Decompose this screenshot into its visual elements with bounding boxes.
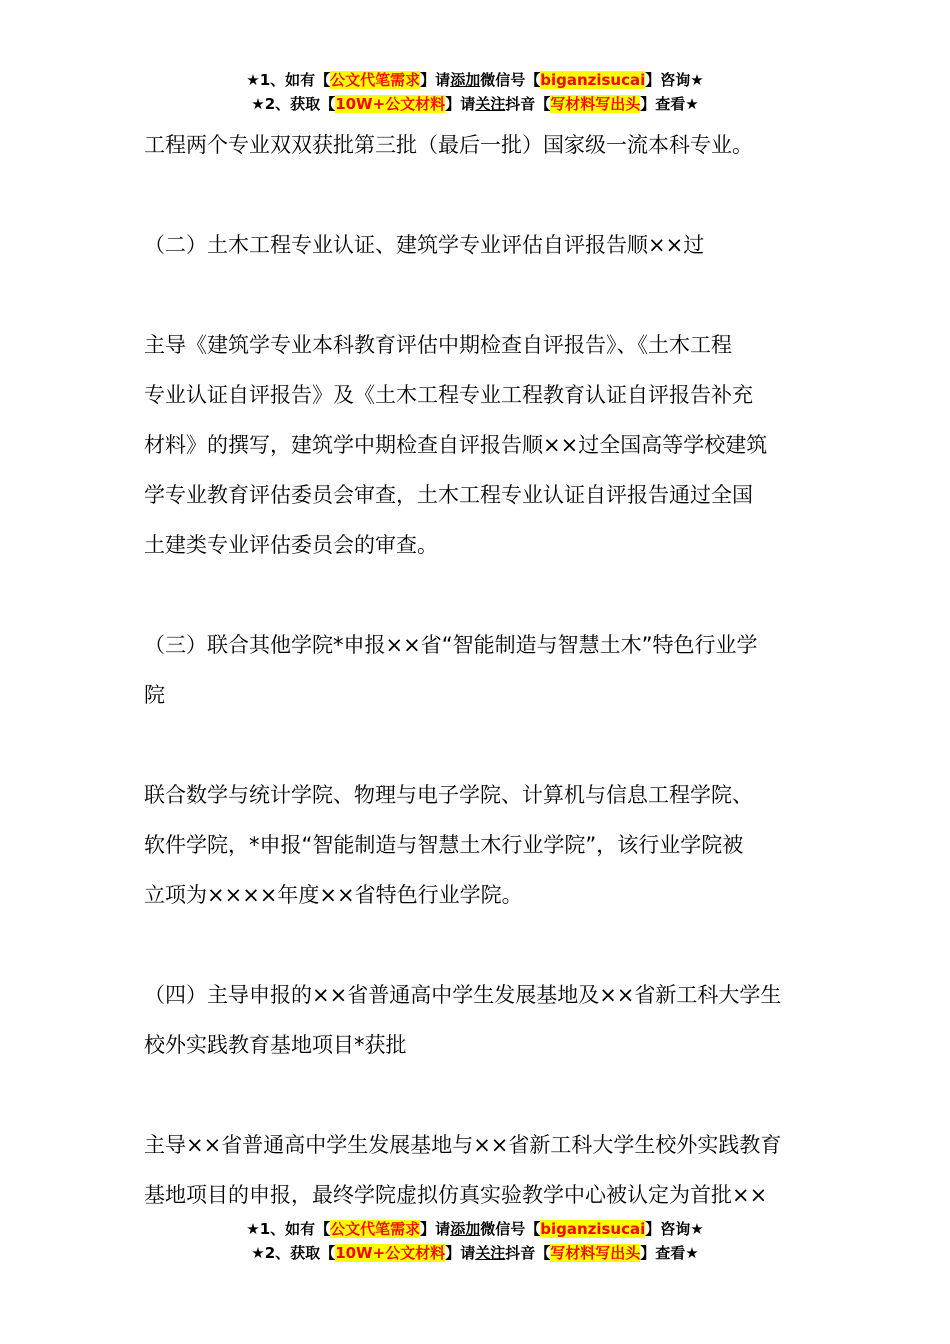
text-line: 基地项目的申报，最终学院虚拟仿真实验教学中心被认定为首批×× bbox=[144, 1183, 768, 1207]
banner-text: 微信号【 bbox=[480, 71, 541, 89]
paragraph-self-evaluation bbox=[144, 320, 810, 570]
banner-text: 】查看★ bbox=[640, 1244, 699, 1262]
section-heading-2: （二）土木工程专业认证、建筑学专业评估自评报告顺××过 bbox=[144, 233, 705, 257]
text-line: 软件学院，*申报“智能制造与智慧土木行业学院”，该行业学院被 bbox=[144, 833, 744, 857]
highlight-service: 公文代笔需求 bbox=[330, 1220, 421, 1238]
underlined-text: 关注 bbox=[475, 95, 506, 113]
section-heading-3 bbox=[144, 620, 810, 720]
banner-text: 】咨询★ bbox=[645, 1220, 704, 1238]
text-line: （四）主导申报的××省普通高中学生发展基地及××省新工科大学生 bbox=[144, 983, 782, 1007]
banner-text: 】请 bbox=[420, 71, 451, 89]
banner-text: ★1、如有【 bbox=[246, 71, 331, 89]
paragraph-practice-base bbox=[144, 1120, 810, 1220]
banner-text: 】咨询★ bbox=[645, 71, 704, 89]
highlight-wechat-id: biganzisucai bbox=[540, 71, 646, 89]
highlight-douyin-id: 写材料写出头 bbox=[550, 1244, 641, 1262]
section-heading-4 bbox=[144, 970, 810, 1070]
banner-line-1 bbox=[0, 68, 950, 92]
text-line: 院 bbox=[144, 683, 165, 707]
text-line: 立项为××××年度××省特色行业学院。 bbox=[144, 883, 523, 907]
banner-line-2 bbox=[0, 92, 950, 116]
header-banner bbox=[0, 68, 950, 116]
highlight-service: 公文代笔需求 bbox=[330, 71, 421, 89]
banner-text: 微信号【 bbox=[480, 1220, 541, 1238]
paragraph-continuation: 工程两个专业双双获批第三批（最后一批）国家级一流本科专业。 bbox=[144, 133, 753, 157]
underlined-text: 添加 bbox=[450, 1220, 481, 1238]
footer-banner bbox=[0, 1217, 950, 1265]
banner-text: 】请 bbox=[445, 1244, 476, 1262]
highlight-douyin-id: 写材料写出头 bbox=[550, 95, 641, 113]
text-line: 土建类专业评估委员会的审查。 bbox=[144, 533, 438, 557]
banner-text: 】请 bbox=[445, 95, 476, 113]
text-line: 主导××省普通高中学生发展基地与××省新工科大学生校外实践教育 bbox=[144, 1133, 782, 1157]
text-line: 主导《建筑学专业本科教育评估中期检查自评报告》、《土木工程 bbox=[144, 333, 732, 357]
highlight-materials: 10W+公文材料 bbox=[335, 1244, 446, 1262]
highlight-materials: 10W+公文材料 bbox=[335, 95, 446, 113]
text-line: 专业认证自评报告》及《土木工程专业工程教育认证自评报告补充 bbox=[144, 383, 753, 407]
text-line: 学专业教育评估委员会审查，土木工程专业认证自评报告通过全国 bbox=[144, 483, 753, 507]
underlined-text: 添加 bbox=[450, 71, 481, 89]
text-line: （三）联合其他学院*申报××省“智能制造与智慧土木”特色行业学 bbox=[144, 633, 758, 657]
paragraph-industry-college bbox=[144, 770, 810, 920]
banner-text: 】请 bbox=[420, 1220, 451, 1238]
banner-text: 抖音【 bbox=[505, 1244, 551, 1262]
banner-text: ★2、获取【 bbox=[251, 1244, 336, 1262]
banner-text: 抖音【 bbox=[505, 95, 551, 113]
text-line: 联合数学与统计学院、物理与电子学院、计算机与信息工程学院、 bbox=[144, 783, 753, 807]
banner-text: ★2、获取【 bbox=[251, 95, 336, 113]
text-line: 材料》的撰写，建筑学中期检查自评报告顺××过全国高等学校建筑 bbox=[144, 433, 768, 457]
banner-line-1 bbox=[0, 1217, 950, 1241]
document-body bbox=[144, 120, 810, 1220]
banner-text: ★1、如有【 bbox=[246, 1220, 331, 1238]
banner-text: 】查看★ bbox=[640, 95, 699, 113]
banner-line-2 bbox=[0, 1241, 950, 1265]
highlight-wechat-id: biganzisucai bbox=[540, 1220, 646, 1238]
underlined-text: 关注 bbox=[475, 1244, 506, 1262]
text-line: 校外实践教育基地项目*获批 bbox=[144, 1033, 407, 1057]
